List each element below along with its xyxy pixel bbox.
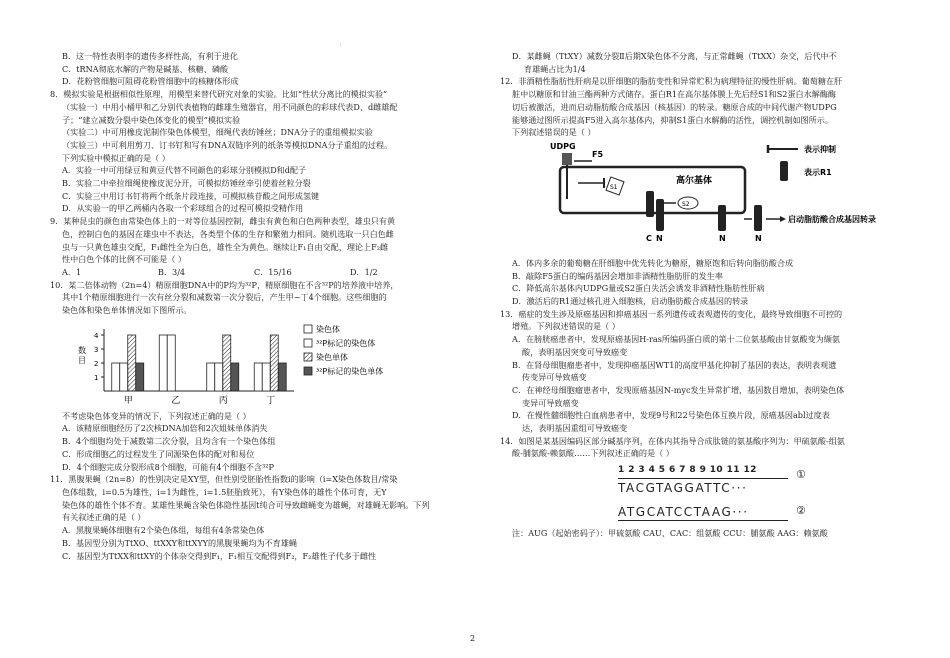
q9-options (50, 266, 475, 279)
r1-protein (656, 199, 664, 231)
q8-option-d: D．从实验一的甲乙两桶内各取一个彩球组合的过程可模拟受精作用 (62, 203, 304, 214)
question-13 (500, 308, 920, 435)
q10-stem: 不考虑染色体变异的情况下，下列叙述正确的是（ ） (62, 410, 251, 421)
legend-r1-label: 表示R1 (804, 167, 832, 177)
legend-label: 染色体 (316, 324, 340, 334)
q7-option-b: B．这一特性表明李的遗传多样性高，有利于进化 (62, 51, 238, 61)
q10-option-a: A．该精原细胞经历了2次核DNA加倍和2次姐妹单体消失 (62, 423, 268, 434)
q12-line: 能够通过图所示提高F5进入高尔基体内，抑制S1蛋白水解酶的活性，调控机制如图所示。 (512, 114, 833, 125)
q10-line: 其中1个精原细胞进行一次有丝分裂和减数第一次分裂后，产生甲~丁4个细胞。这些细胞的 (62, 292, 387, 303)
q11-line: 染色体的雄性个体不育。某雄性果蝇含染色体隐性基因t纯合可导致雌蝇变为雄蝇，对雄蝇无影响。下列 (62, 499, 430, 510)
q11-option-c: C．基因型为TtXX和ttXY的个体杂交得到F₁，F₁相互交配得到F₂，F₂雄性子代多于雌性 (62, 550, 377, 561)
r1-protein (718, 205, 726, 231)
bar (112, 363, 120, 391)
q7-option-c: C．tRNA彻底水解的产物是碱基、核糖、磷酸 (62, 63, 229, 74)
dna-strand-2: ATGCATCCTAAG··· (618, 504, 749, 519)
udpg-transporter (562, 153, 572, 165)
q13-line: 13．癌症的发生涉及原癌基因和抑癌基因一系列遗传或表观遗传的变化，最终导致细胞不可控的 (500, 308, 843, 319)
q14-line: 14．如图是某基因编码区部分碱基序列，在体内其指导合成肽链的氨基酸序列为：甲硫氨酸-组氨 (500, 435, 845, 446)
page-number: 2 (470, 634, 476, 643)
q10-option-b: B．4个细胞均处于减数第二次分裂，且均含有一个染色体组 (62, 436, 276, 447)
x-tick-label: 丁 (266, 395, 276, 406)
bar (120, 363, 128, 391)
q12-option-b: B．敲除F5蛋白的编码基因会增加非酒精性脂肪肝的发生率 (512, 270, 723, 281)
q13-option-a: A．在膀胱癌患者中，发现原癌基因H-ras所编码蛋白质的第十二位氨基酸由甘氨酸变为缬氨 (512, 334, 840, 345)
bar (136, 363, 144, 391)
q9-line: 虫与一只黄色雄虫交配，F₁雌性全为白色，雄性全为黄色。继续让F₁自由交配，理论上F₂雌 (62, 241, 389, 252)
legend-swatch (304, 339, 312, 347)
q8-line: 子；“建立减数分裂中染色体变化的模型”模拟实验 (62, 114, 241, 125)
q12-option-a: A．体内多余的葡萄糖在肝细胞中优先转化为糖原，糖原饱和后转向脂肪酸合成 (512, 257, 794, 268)
q11-option-d: D．某雌蝇（TtXY）减数分裂Ⅱ后期X染色体不分离，与正常雌蝇（TtXX）杂交，后代中不 (512, 51, 837, 61)
legend-swatch (304, 325, 312, 333)
q13-option-d-cont: 达，表明基因重组可导致癌变 (522, 423, 628, 434)
q12-line: 脏中以糖原和甘油三酯两种方式储存。蛋白R1在高尔基体膜上先后经S1和S2蛋白水解酶酶 (512, 89, 837, 100)
q8-line: 8．模拟实验是根据相似性原理，用模型来替代研究对象的实验。比如“性状分离比的模拟实验” (50, 89, 388, 100)
bar (128, 335, 136, 391)
strand-1-mark: ① (796, 468, 806, 482)
legend-label: 染色单体 (316, 352, 348, 362)
q11-option-d-cont: 育雄蝇占比为1/4 (524, 63, 586, 74)
x-tick-label: 甲 (123, 395, 133, 406)
question-11 (50, 473, 475, 562)
question-10 (50, 279, 475, 474)
q8-option-a: A．实验一中可用绿豆和黄豆代替不同颜色的彩球分别模拟D和d配子 (62, 165, 307, 176)
q9-option-a: A．1 (62, 266, 82, 277)
dna-strand-1: TACGTAGGATTC··· (618, 480, 748, 495)
r1-protein (754, 205, 762, 231)
dna-base-numbers: 1 2 3 4 5 6 7 8 9 10 11 12 (618, 465, 757, 476)
r1-protein (646, 191, 654, 217)
n-label: N (755, 233, 762, 243)
question-8 (50, 88, 475, 215)
q14-stem: 酸-脯氨酸-赖氨酸……下列叙述正确的是（ ） (512, 448, 674, 459)
q11-stem: 有关叙述正确的是（ ） (62, 512, 146, 523)
q10-option-d: D．4个细胞完成分裂形成8个细胞，可能有4个细胞不含³²P (62, 461, 274, 472)
q13-option-c-cont: 变异可导致癌变 (522, 397, 579, 408)
y-axis-label: 目 (78, 355, 86, 365)
page-dot: ' (340, 44, 342, 51)
q9-line: 9．某种昆虫的颜色由常染色体上的一对等位基因控制，雌虫有黄色和白色两种表型，雄虫只有黄 (50, 216, 396, 227)
q9-line: 性中白色个体的比例不可能是（ ） (62, 254, 186, 265)
c-label: C (646, 233, 652, 243)
right-column (500, 50, 920, 540)
bar (167, 335, 175, 391)
n-label: N (656, 233, 663, 243)
q12-line: 切后被激活，进而启动脂肪酸合成基因（核基因）的转录。糖原合成的中间代谢产物UDPG (512, 101, 837, 112)
q11-option-a: A．黑腹果蝇体细胞有2个染色体组，每组有4条常染色体 (62, 525, 265, 536)
q10-option-c: C．形成细胞乙的过程发生了同源染色体的配对和易位 (62, 448, 255, 459)
q13-option-a-cont: 酸，表明基因突变可导致癌变 (522, 346, 628, 357)
q8-line: （实验一）中用小桶甲和乙分别代表植物的雌雄生殖器官，用不同颜色的彩球代表D、d雌雄配 (62, 101, 398, 112)
legend-inhibit-label: 表示抑制 (804, 144, 836, 154)
q14-note: 注：AUG（起始密码子）：甲硫氨酸 CAU、CAC：组氨酸 CCU：脯氨酸 AAG：赖氨酸 (512, 527, 828, 538)
q13-option-b: B．在肾母细胞瘤患者中，发现抑癌基因WT1的高度甲基化抑制了基因的表达，表明表观遗 (512, 359, 837, 370)
bar (270, 335, 278, 391)
q9-option-d: D．1/2 (350, 266, 378, 277)
y-tick-label: 4 (94, 331, 99, 340)
q12-golgi-diagram (548, 139, 888, 257)
x-tick-label: 丙 (218, 395, 228, 406)
bar (223, 335, 231, 391)
q11-line: 11．黑腹果蝇（2n=8）的性别决定是XY型，但性别受胚胎性指数i的影响（i=X染色体数目/常染 (50, 474, 398, 485)
y-tick-label: 2 (94, 359, 99, 368)
q8-option-b: B．实验二中牵拉细绳使橡皮泥分开，可模拟纺锤丝牵引使着丝粒分裂 (62, 178, 311, 189)
bar (278, 363, 286, 391)
s2-label: S2 (682, 200, 690, 208)
golgi-label: 高尔基体 (676, 175, 713, 186)
q8-line: （实验二）中可用橡皮泥制作染色体模型，细绳代表纺锤丝；DNA分子的重组模拟实验 (62, 127, 373, 138)
y-axis-label: 数 (78, 345, 86, 355)
q13-option-b-cont: 传变异可导致癌变 (522, 372, 587, 383)
q7-option-d: D．花粉管细胞可阻碍花粉管细胞中的核糖体形成 (62, 76, 239, 87)
q8-line: （实验三）中可利用剪刀、订书钉和写有DNA双链序列的纸条等模拟DNA分子重组的过程。 (62, 139, 393, 150)
q12-line: 12．非酒精性脂肪性肝病是以肝细胞的脂肪变性和异常贮积为病理特征的慢性肝病。葡萄糖在肝 (500, 76, 843, 87)
q11-option-b: B．基因型分别为TtXO、ttXXY和ttXYY的黑腹果蝇均为不育雄蝇 (62, 537, 298, 548)
s1-label: S1 (610, 183, 618, 191)
bar (215, 363, 223, 391)
q13-option-c: C．在神经母细胞瘤患者中，发现原癌基因N-myc发生异常扩增，基因数目增加，表明染色体 (512, 384, 845, 395)
bar (231, 363, 239, 391)
bar (254, 363, 262, 391)
question-14 (500, 435, 920, 540)
legend-r1-icon (780, 161, 788, 181)
q13-stem: 增殖。下列叙述错误的是（ ） (512, 321, 620, 332)
legend-label: ³²P标记的染色单体 (316, 366, 384, 376)
q12-option-d: D．激活后的R1通过核孔进入细胞核，启动脂肪酸合成基因的转录 (512, 296, 749, 307)
udpg-label: UDPG (550, 141, 576, 151)
q9-option-b: B．3/4 (158, 266, 186, 277)
q9-option-c: C．15/16 (254, 266, 292, 277)
q10-line: 10．某二倍体动物（2n=4）精原细胞DNA中的P均为³²P，精原细胞在不含³²P的培养液中培养， (50, 279, 399, 290)
arrow-head (780, 216, 786, 222)
q10-bar-chart (74, 317, 414, 410)
legend-label: ³²P标记的染色体 (316, 338, 376, 348)
q14-dna-figure (618, 464, 818, 521)
strand-2-mark: ② (796, 504, 806, 518)
y-tick-label: 1 (94, 373, 99, 382)
n-label: N (719, 233, 726, 243)
x-tick-label: 乙 (171, 395, 181, 406)
q13-option-d: D．在慢性髓细胞性白血病患者中，发现9号和22号染色体互换片段，原癌基因abl过度表 (512, 410, 830, 421)
q10-line: 染色体和染色单体情况如下图所示。 (62, 305, 192, 316)
q11-line: 色体组数，i=0.5为雄性，i=1为雌性，i=1.5胚胎致死），有Y染色体的雄性个体可育，无Y (62, 486, 387, 497)
question-9 (50, 215, 475, 279)
promote-label: 启动脂肪酸合成基因转录 (788, 214, 876, 224)
y-tick-label: 3 (94, 345, 99, 354)
bar (207, 363, 215, 391)
q12-stem: 下列叙述错误的是（ ） (512, 127, 596, 138)
q8-stem: 下列实验中模拟正确的是（ ） (62, 152, 170, 163)
legend-swatch (304, 367, 312, 375)
legend-swatch (304, 353, 312, 361)
bar (262, 363, 270, 391)
f5-label: F5 (592, 149, 604, 159)
question-12 (500, 75, 920, 307)
bar (159, 335, 167, 391)
q9-line: 色，控制白色的基因在雄虫中不表达，各类型个体的生存和繁殖力相同。随机选取一只白色雌 (62, 228, 394, 239)
left-column (50, 50, 475, 562)
q12-option-c: C．降低高尔基体内UDPG量或S2蛋白失活会诱发非酒精性脂肪性肝病 (512, 283, 765, 294)
q8-option-c: C．实验三中用订书钉将两个纸条片段连接，可模拟核苷酸之间形成氢键 (62, 190, 320, 201)
